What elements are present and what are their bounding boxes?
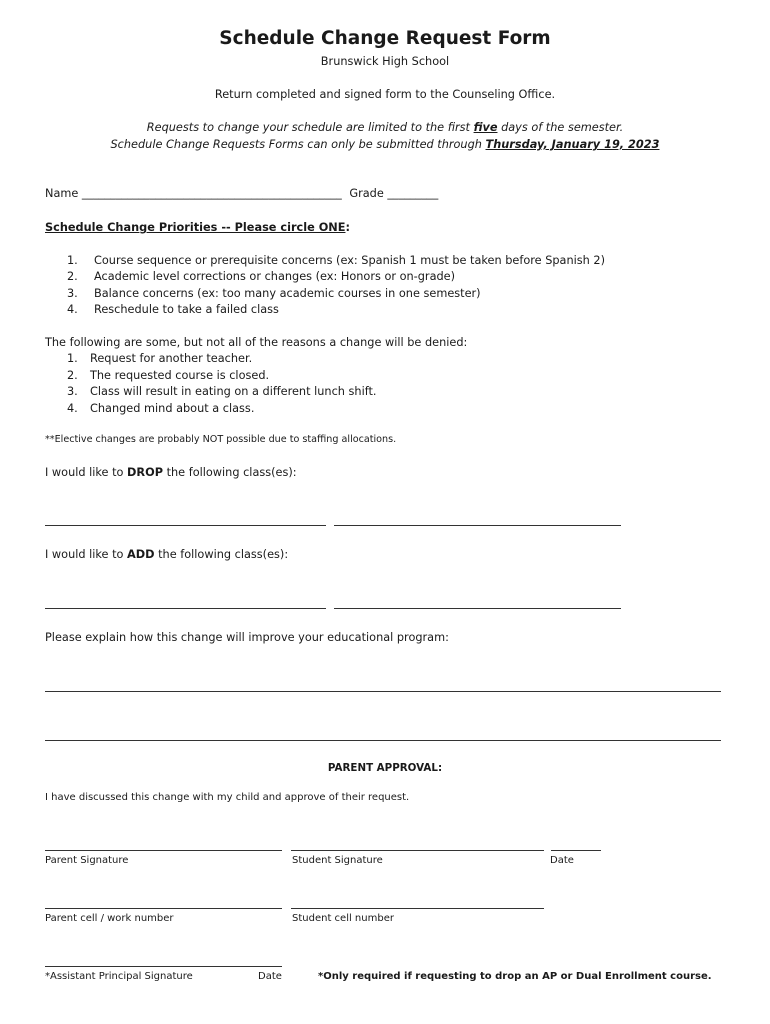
priorities-heading-colon: : xyxy=(345,221,351,234)
deadline-prefix: Schedule Change Requests Forms can only be submitted through xyxy=(110,138,486,151)
parent-cell-line[interactable] xyxy=(45,908,282,909)
add-suffix: the following class(es): xyxy=(154,548,289,561)
return-note: Return completed and signed form to the Counseling Office. xyxy=(214,88,556,101)
ap-signature-line[interactable] xyxy=(45,966,282,967)
limit-emphasis: five xyxy=(473,121,498,134)
denial-item-1: Request for another teacher. xyxy=(90,352,253,365)
priority-num-1: 1. xyxy=(67,254,78,267)
priority-num-2: 2. xyxy=(67,270,78,283)
date-line[interactable] xyxy=(551,850,601,851)
student-signature-label: Student Signature xyxy=(292,855,383,866)
student-cell-line[interactable] xyxy=(291,908,544,909)
denial-num-2: 2. xyxy=(67,369,78,382)
denial-num-3: 3. xyxy=(67,385,78,398)
denial-item-4: Changed mind about a class. xyxy=(90,402,255,415)
add-class-line-2[interactable] xyxy=(334,608,621,609)
priorities-heading-text: Schedule Change Priorities -- Please circle ONE xyxy=(45,221,346,234)
priority-item-2[interactable]: Academic level corrections or changes (ex: Honors or on-grade) xyxy=(94,270,456,283)
form-title: Schedule Change Request Form xyxy=(219,28,551,49)
drop-keyword: DROP xyxy=(127,466,163,479)
date-label: Date xyxy=(550,855,574,866)
explain-line-1[interactable] xyxy=(45,691,721,692)
parent-approval-heading: PARENT APPROVAL: xyxy=(327,762,443,774)
denial-num-1: 1. xyxy=(67,352,78,365)
priority-item-4[interactable]: Reschedule to take a failed class xyxy=(94,303,279,316)
priorities-heading xyxy=(45,221,350,234)
add-keyword: ADD xyxy=(127,548,155,561)
deadline-date: Thursday, January 19, 2023 xyxy=(485,138,660,151)
denial-item-3: Class will result in eating on a different lunch shift. xyxy=(90,385,377,398)
approval-statement: I have discussed this change with my child and approve of their request. xyxy=(45,792,410,803)
drop-suffix: the following class(es): xyxy=(163,466,297,479)
ap-signature-label: *Assistant Principal Signature xyxy=(45,971,193,982)
elective-note: **Elective changes are probably NOT possible due to staffing allocations. xyxy=(45,434,397,445)
limit-note xyxy=(0,121,770,134)
student-signature-line[interactable] xyxy=(291,850,544,851)
priority-item-3[interactable]: Balance concerns (ex: too many academic courses in one semester) xyxy=(94,287,481,300)
priority-num-4: 4. xyxy=(67,303,78,316)
ap-date-label: Date xyxy=(258,971,282,982)
drop-prefix: I would like to xyxy=(45,466,128,479)
parent-cell-label: Parent cell / work number xyxy=(45,913,174,924)
name-grade-row xyxy=(45,187,438,200)
add-prompt xyxy=(45,548,288,561)
add-class-line-1[interactable] xyxy=(45,608,326,609)
limit-prefix: Requests to change your schedule are limited to the first xyxy=(146,121,474,134)
priority-num-3: 3. xyxy=(67,287,78,300)
ap-note: *Only required if requesting to drop an AP or Dual Enrollment course. xyxy=(318,971,712,982)
name-label: Name xyxy=(45,187,79,200)
parent-signature-line[interactable] xyxy=(45,850,282,851)
priority-item-1[interactable]: Course sequence or prerequisite concerns (ex: Spanish 1 must be taken before Spanish 2) xyxy=(94,254,605,267)
name-field[interactable]: ______________________________________________ xyxy=(81,187,342,200)
add-prefix: I would like to xyxy=(45,548,128,561)
drop-class-line-1[interactable] xyxy=(45,525,326,526)
grade-field[interactable]: _________ xyxy=(387,187,439,200)
drop-prompt xyxy=(45,466,297,479)
denial-num-4: 4. xyxy=(67,402,78,415)
explain-line-2[interactable] xyxy=(45,740,721,741)
drop-class-line-2[interactable] xyxy=(334,525,621,526)
grade-label: Grade xyxy=(349,187,384,200)
student-cell-label: Student cell number xyxy=(292,913,394,924)
denial-intro: The following are some, but not all of the reasons a change will be denied: xyxy=(45,336,468,349)
denial-item-2: The requested course is closed. xyxy=(90,369,270,382)
deadline-note xyxy=(0,138,770,151)
parent-signature-label: Parent Signature xyxy=(45,855,129,866)
explain-prompt: Please explain how this change will improve your educational program: xyxy=(45,631,449,644)
limit-suffix: days of the semester. xyxy=(497,121,624,134)
school-name: Brunswick High School xyxy=(320,55,450,68)
